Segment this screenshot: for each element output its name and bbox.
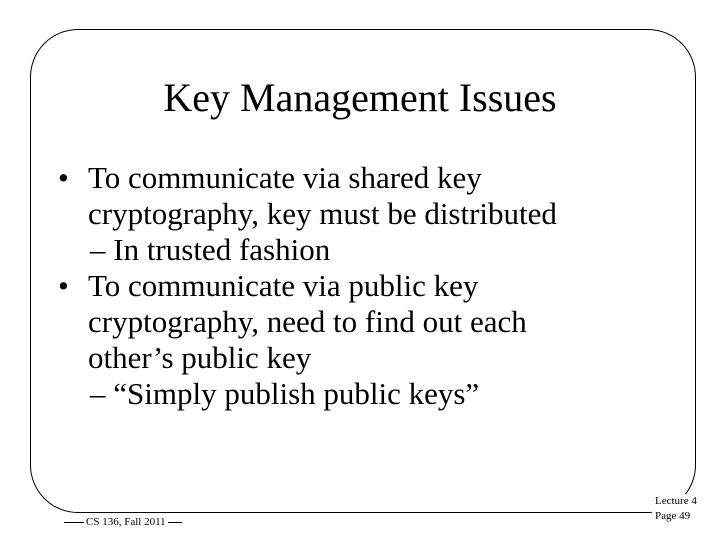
lecture-number: Lecture 4	[655, 495, 697, 507]
bullet-item	[56, 268, 696, 376]
bullet-line: cryptography, need to find out each	[88, 304, 527, 339]
bullet-line: other’s public key	[88, 340, 312, 375]
sub-bullet-marker: –	[90, 376, 106, 411]
bullet-line: To communicate via public key	[88, 268, 479, 303]
course-label: CS 136, Fall 2011	[86, 516, 166, 528]
sub-bullet-text: In trusted fashion	[113, 232, 331, 267]
bullet-item	[56, 160, 696, 232]
bullet-marker: •	[58, 160, 69, 195]
lecture-page-label	[652, 494, 700, 524]
slide-title: Key Management Issues	[163, 75, 557, 120]
sub-bullet-item	[56, 376, 696, 412]
sub-bullet-text: “Simply publish public keys”	[113, 376, 480, 411]
page-number: Page 49	[655, 510, 691, 522]
slide-body	[56, 160, 696, 412]
sub-bullet-item	[56, 232, 696, 268]
bullet-marker: •	[58, 268, 69, 303]
sub-bullet-marker: –	[90, 232, 106, 267]
bullet-line: cryptography, key must be distributed	[88, 196, 557, 231]
bullet-line: To communicate via shared key	[88, 160, 482, 195]
